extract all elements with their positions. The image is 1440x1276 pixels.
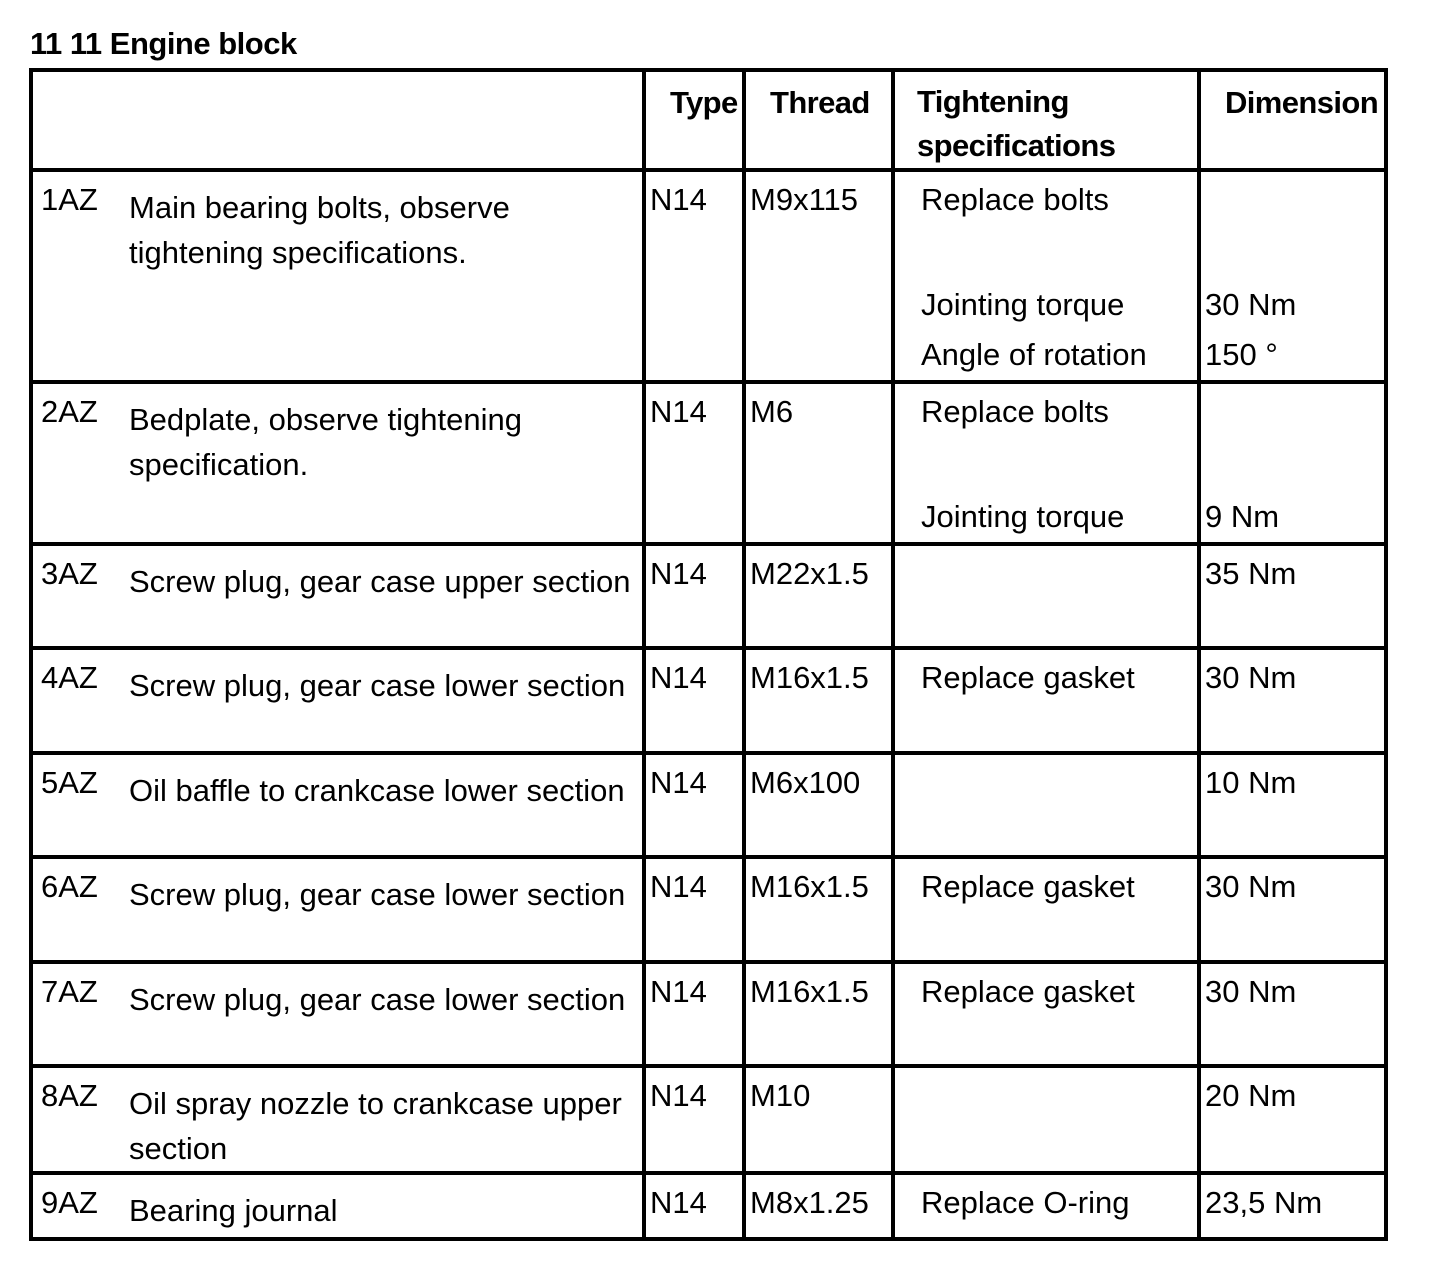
description: Oil baffle to crankcase lower section	[129, 773, 625, 808]
dimension-cell: 23,5 Nm	[1199, 1173, 1386, 1239]
thread-cell: M22x1.5	[744, 544, 893, 648]
dim-gap	[1205, 180, 1384, 220]
position-description-cell	[31, 382, 644, 544]
spec-gap	[921, 432, 1197, 492]
dimension-cell: 10 Nm	[1199, 753, 1386, 857]
tightening-spec-cell	[893, 382, 1199, 544]
header-thread: Thread	[744, 70, 893, 170]
type-cell: N14	[644, 382, 744, 544]
tightening-spec-cell: Replace gasket	[893, 857, 1199, 962]
table-row	[31, 857, 1386, 962]
position-description-cell	[31, 544, 644, 648]
thread-cell: M6	[744, 382, 893, 544]
dim-gap	[1205, 220, 1384, 280]
position-description-cell	[31, 648, 644, 753]
thread-cell: M10	[744, 1066, 893, 1173]
position-number: 9AZ	[41, 1185, 98, 1220]
dim-value: 150 °	[1205, 337, 1278, 372]
header-dimension: Dimension	[1199, 70, 1386, 170]
position-number: 7AZ	[41, 974, 98, 1009]
description: Screw plug, gear case lower section	[129, 668, 626, 703]
position-description-cell	[31, 170, 644, 382]
page-title: 11 11 Engine block	[30, 26, 297, 61]
dimension-cell	[1199, 170, 1386, 382]
thread-cell: M8x1.25	[744, 1173, 893, 1239]
type-cell: N14	[644, 648, 744, 753]
type-cell: N14	[644, 1173, 744, 1239]
type-cell: N14	[644, 753, 744, 857]
position-number: 5AZ	[41, 765, 98, 800]
position-description-cell	[31, 753, 644, 857]
description: Screw plug, gear case lower section	[129, 877, 626, 912]
table-row	[31, 170, 1386, 382]
spec-line: Angle of rotation	[921, 337, 1147, 372]
position-description-cell	[31, 1173, 644, 1239]
header-tightening-line1: Tightening	[917, 84, 1069, 119]
header-position-description	[31, 70, 644, 170]
table-row	[31, 648, 1386, 753]
thread-cell: M16x1.5	[744, 962, 893, 1066]
type-cell: N14	[644, 962, 744, 1066]
spec-line: Replace bolts	[921, 182, 1109, 217]
tightening-spec-cell	[893, 544, 1199, 648]
position-number: 2AZ	[41, 394, 98, 429]
position-number: 1AZ	[41, 182, 98, 217]
description: Oil spray nozzle to crankcase upper section	[129, 1086, 622, 1166]
table-header-row	[31, 70, 1386, 170]
tightening-spec-cell	[893, 170, 1199, 382]
spec-gap	[921, 220, 1197, 280]
thread-cell: M6x100	[744, 753, 893, 857]
position-description-cell	[31, 1066, 644, 1173]
position-number: 8AZ	[41, 1078, 98, 1113]
spec-line: Replace bolts	[921, 394, 1109, 429]
dimension-cell: 35 Nm	[1199, 544, 1386, 648]
dim-gap	[1205, 432, 1384, 492]
thread-cell: M16x1.5	[744, 648, 893, 753]
spec-line: Jointing torque	[921, 499, 1125, 534]
dimension-cell: 30 Nm	[1199, 648, 1386, 753]
tightening-spec-cell: Replace gasket	[893, 962, 1199, 1066]
description: Bedplate, observe tightening specification.	[129, 402, 522, 482]
type-cell: N14	[644, 857, 744, 962]
table-row	[31, 962, 1386, 1066]
type-cell: N14	[644, 544, 744, 648]
position-description-cell	[31, 857, 644, 962]
table-row	[31, 382, 1386, 544]
description: Bearing journal	[129, 1193, 338, 1228]
tightening-spec-cell	[893, 1066, 1199, 1173]
dimension-cell: 20 Nm	[1199, 1066, 1386, 1173]
tightening-spec-cell	[893, 753, 1199, 857]
dim-gap	[1205, 392, 1384, 432]
header-tightening-specifications	[893, 70, 1199, 170]
description: Screw plug, gear case lower section	[129, 982, 626, 1017]
engine-block-table	[29, 68, 1388, 1241]
position-number: 4AZ	[41, 660, 98, 695]
header-tightening-line2: specifications	[917, 128, 1116, 163]
table-row	[31, 1066, 1386, 1173]
dimension-cell: 30 Nm	[1199, 962, 1386, 1066]
dimension-cell	[1199, 382, 1386, 544]
header-type: Type	[644, 70, 744, 170]
position-number: 6AZ	[41, 869, 98, 904]
dimension-cell: 30 Nm	[1199, 857, 1386, 962]
position-description-cell	[31, 962, 644, 1066]
thread-cell: M9x115	[744, 170, 893, 382]
dim-value: 30 Nm	[1205, 287, 1297, 322]
table-row	[31, 544, 1386, 648]
dim-value: 9 Nm	[1205, 499, 1280, 534]
position-number: 3AZ	[41, 556, 98, 591]
thread-cell: M16x1.5	[744, 857, 893, 962]
tightening-spec-cell: Replace gasket	[893, 648, 1199, 753]
type-cell: N14	[644, 1066, 744, 1173]
table-row	[31, 1173, 1386, 1239]
description: Main bearing bolts, observe tightening specifications.	[129, 190, 510, 270]
spec-line: Jointing torque	[921, 287, 1125, 322]
description: Screw plug, gear case upper section	[129, 564, 631, 599]
table-row	[31, 753, 1386, 857]
tightening-spec-cell: Replace O-ring	[893, 1173, 1199, 1239]
type-cell: N14	[644, 170, 744, 382]
